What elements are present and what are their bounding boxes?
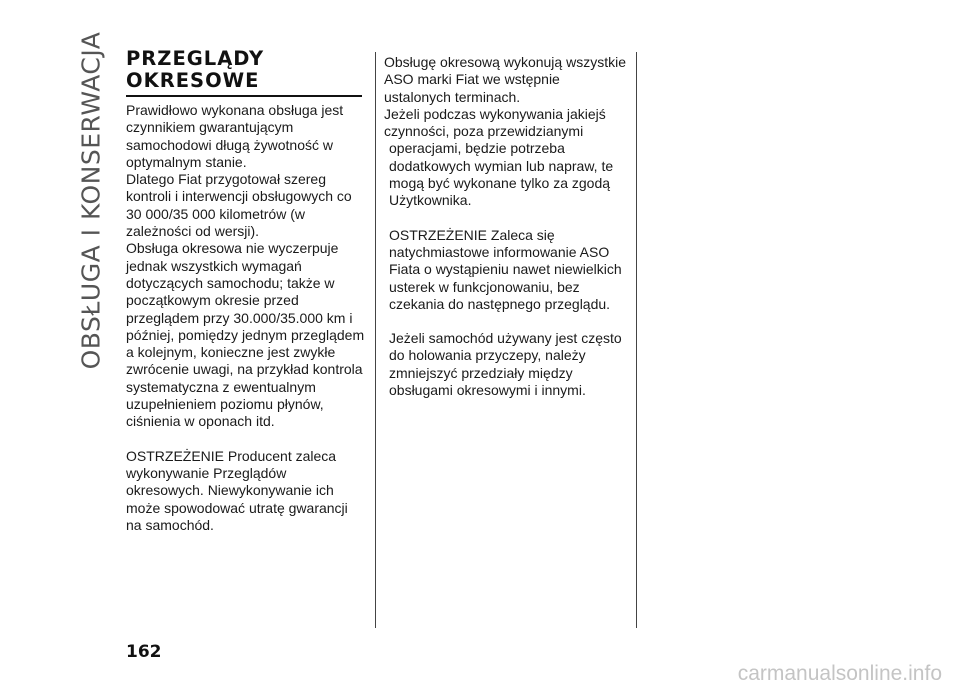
col2-paragraph-3: Jeżeli samochód używany jest często do holowania przyczepy, należy zmniejszyć przedziały między obsługami okresowymi i innymi. <box>389 330 622 399</box>
col2-paragraph-2a: Jeżeli podczas wykonywania jakiejś czynności, poza przewidzianymi <box>384 105 606 140</box>
page-heading <box>126 48 362 92</box>
spacer <box>384 313 629 330</box>
col1-paragraph-3: Obsługa okresowa nie wyczerpuje jednak wszystkich wymagań dotyczących samochodu; także w początkowym okresie przed przeglądem przy 30.000/35.000 km i później, pomiędzy jednym przeglądem a kolejnym, konieczne jest zwykłe zwrócenie uwagi, na przykład kontrola systematyczna z ewentualnym uzupełnieniem poziomu płynów, ciśnienia w oponach itd. <box>126 240 365 430</box>
section-side-title-text: OBSŁUGA I KONSERWACJA <box>76 31 106 369</box>
col1-warning: OSTRZEŻENIE Producent zaleca wykonywanie Przeglądów okresowych. Niewykonywanie ich może spowodować utratę gwarancji na samochód. <box>126 447 348 533</box>
section-side-title <box>76 31 106 369</box>
heading-line-2: OKRESOWE <box>126 69 260 92</box>
column-divider-2 <box>636 52 637 628</box>
heading-underline <box>126 95 362 97</box>
heading-line-1: PRZEGLĄDY <box>126 47 265 70</box>
text-column-1 <box>126 102 366 534</box>
spacer <box>384 210 629 227</box>
col1-paragraph-1: Prawidłowo wykonana obsługa jest czynnikiem gwarantującym samochodowi długą żywotność w optymalnym stanie. <box>126 102 344 170</box>
text-column-2 <box>384 54 629 399</box>
column-divider-1 <box>375 52 376 628</box>
col1-paragraph-2: Dlatego Fiat przygotował szereg kontroli i interwencji obsługowych co 30 000/35 000 kilometrów (w zależności od wersji). <box>126 171 352 240</box>
col2-paragraph-2b: operacjami, będzie potrzeba dodatkowych wymian lub napraw, te mogą być wykonane tylko za zgodą Użytkownika. <box>389 140 614 209</box>
col2-paragraph-1: Obsługę okresową wykonują wszystkie ASO marki Fiat we wstępnie ustalonych terminach. <box>384 54 626 105</box>
spacer <box>126 431 366 448</box>
page-number: 162 <box>126 642 162 662</box>
col2-warning: OSTRZEŻENIE Zaleca się natychmiastowe informowanie ASO Fiata o wystąpieniu nawet niewielkich usterek w funkcjonowaniu, bez czekania do następnego przeglądu. <box>389 226 622 312</box>
watermark: carmanualsonline.info <box>737 662 942 685</box>
